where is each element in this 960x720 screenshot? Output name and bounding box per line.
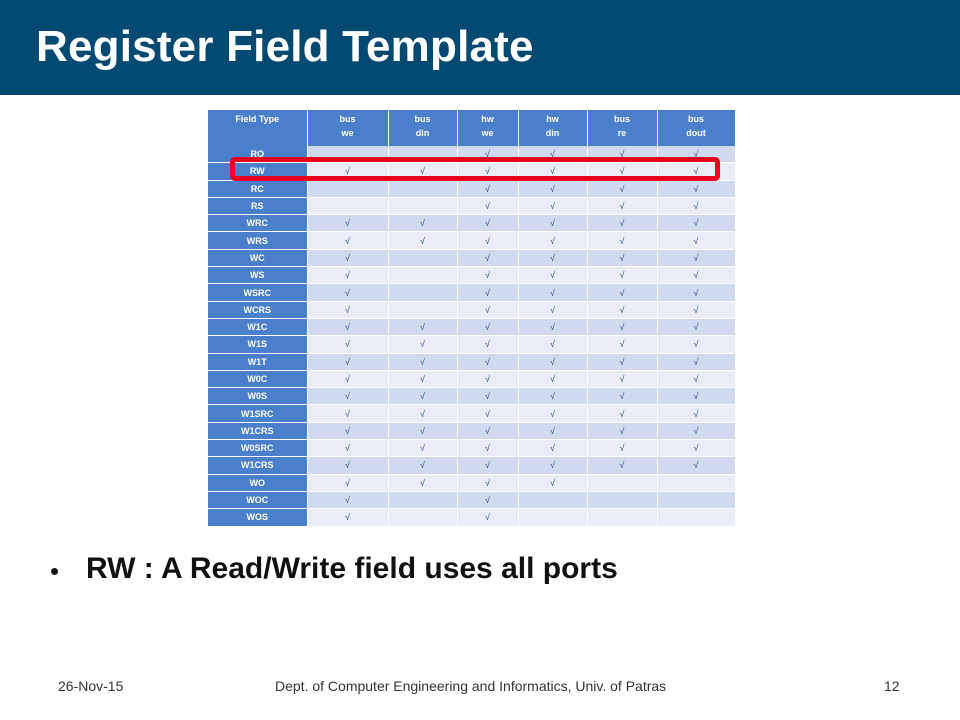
port-check-cell: √ xyxy=(587,146,657,163)
port-check-cell: √ xyxy=(518,267,587,284)
port-check-cell xyxy=(388,267,457,284)
port-check-cell xyxy=(388,509,457,526)
port-check-cell: √ xyxy=(657,301,735,318)
field-type-cell: W1T xyxy=(208,353,307,370)
port-check-cell: √ xyxy=(457,215,518,232)
port-check-cell: √ xyxy=(457,474,518,491)
table-row xyxy=(208,180,735,197)
field-type-cell: RW xyxy=(208,163,307,180)
header-bus-din: bus din xyxy=(388,110,457,146)
port-check-cell: √ xyxy=(307,474,388,491)
port-check-cell: √ xyxy=(518,388,587,405)
port-check-cell: √ xyxy=(307,457,388,474)
footer-page-number: 12 xyxy=(884,678,900,694)
title-bar xyxy=(0,0,960,95)
port-check-cell: √ xyxy=(457,353,518,370)
port-check-cell: √ xyxy=(657,440,735,457)
port-check-cell: √ xyxy=(457,440,518,457)
table-row xyxy=(208,336,735,353)
port-check-cell: √ xyxy=(518,215,587,232)
port-check-cell: √ xyxy=(307,422,388,439)
port-check-cell: √ xyxy=(587,405,657,422)
port-check-cell: √ xyxy=(518,163,587,180)
port-check-cell: √ xyxy=(307,353,388,370)
table-header-row xyxy=(208,110,735,146)
table-row xyxy=(208,267,735,284)
port-check-cell: √ xyxy=(307,370,388,387)
port-check-cell xyxy=(388,249,457,266)
port-check-cell xyxy=(307,197,388,214)
port-check-cell: √ xyxy=(457,301,518,318)
port-check-cell: √ xyxy=(587,284,657,301)
port-check-cell: √ xyxy=(518,353,587,370)
port-check-cell xyxy=(388,284,457,301)
port-check-cell: √ xyxy=(657,388,735,405)
port-check-cell: √ xyxy=(388,457,457,474)
header-bus-we: bus we xyxy=(307,110,388,146)
table-row xyxy=(208,163,735,180)
port-check-cell: √ xyxy=(657,267,735,284)
table-row xyxy=(208,232,735,249)
port-check-cell xyxy=(518,491,587,508)
field-type-cell: W1S xyxy=(208,336,307,353)
table-row xyxy=(208,422,735,439)
field-type-cell: WC xyxy=(208,249,307,266)
port-check-cell: √ xyxy=(518,180,587,197)
footer-center: Dept. of Computer Engineering and Informatics, Univ. of Patras xyxy=(275,678,667,694)
port-check-cell: √ xyxy=(307,284,388,301)
port-check-cell: √ xyxy=(388,388,457,405)
port-check-cell: √ xyxy=(307,388,388,405)
port-check-cell: √ xyxy=(518,457,587,474)
port-check-cell: √ xyxy=(657,163,735,180)
port-check-cell: √ xyxy=(657,180,735,197)
port-check-cell: √ xyxy=(518,405,587,422)
port-check-cell: √ xyxy=(657,353,735,370)
port-check-cell xyxy=(518,509,587,526)
field-type-cell: W0S xyxy=(208,388,307,405)
port-check-cell: √ xyxy=(457,405,518,422)
field-type-cell: WOC xyxy=(208,491,307,508)
header-field-type: Field Type xyxy=(208,110,307,146)
field-type-cell: WOS xyxy=(208,509,307,526)
port-check-cell xyxy=(657,509,735,526)
header-hw-we: hw we xyxy=(457,110,518,146)
port-check-cell: √ xyxy=(518,370,587,387)
port-check-cell: √ xyxy=(457,509,518,526)
port-check-cell: √ xyxy=(587,249,657,266)
table-row xyxy=(208,509,735,526)
port-check-cell: √ xyxy=(587,180,657,197)
port-check-cell: √ xyxy=(388,232,457,249)
port-check-cell xyxy=(587,474,657,491)
port-check-cell: √ xyxy=(457,146,518,163)
table-row xyxy=(208,146,735,163)
port-check-cell: √ xyxy=(457,284,518,301)
port-check-cell: √ xyxy=(657,370,735,387)
slide-title: Register Field Template xyxy=(36,22,534,71)
port-check-cell: √ xyxy=(457,267,518,284)
port-check-cell: √ xyxy=(587,163,657,180)
port-check-cell: √ xyxy=(457,318,518,335)
port-check-cell xyxy=(307,146,388,163)
port-check-cell xyxy=(587,509,657,526)
port-check-cell: √ xyxy=(657,215,735,232)
port-check-cell: √ xyxy=(657,457,735,474)
port-check-cell: √ xyxy=(457,336,518,353)
port-check-cell: √ xyxy=(388,440,457,457)
port-check-cell: √ xyxy=(657,318,735,335)
table-row xyxy=(208,370,735,387)
port-check-cell: √ xyxy=(307,267,388,284)
port-check-cell: √ xyxy=(587,301,657,318)
port-check-cell xyxy=(307,180,388,197)
port-check-cell xyxy=(657,491,735,508)
port-check-cell: √ xyxy=(657,232,735,249)
port-check-cell: √ xyxy=(388,163,457,180)
header-bus-dout: bus dout xyxy=(657,110,735,146)
port-check-cell: √ xyxy=(307,405,388,422)
port-check-cell xyxy=(388,197,457,214)
port-check-cell: √ xyxy=(457,232,518,249)
port-check-cell: √ xyxy=(587,318,657,335)
port-check-cell xyxy=(388,301,457,318)
port-check-cell: √ xyxy=(518,284,587,301)
field-type-cell: W0C xyxy=(208,370,307,387)
table-row xyxy=(208,318,735,335)
table-row xyxy=(208,301,735,318)
field-type-cell: WRS xyxy=(208,232,307,249)
port-check-cell: √ xyxy=(457,180,518,197)
field-type-cell: W1CRS xyxy=(208,457,307,474)
port-check-cell xyxy=(587,491,657,508)
header-bus-re: bus re xyxy=(587,110,657,146)
port-check-cell: √ xyxy=(518,301,587,318)
port-check-cell: √ xyxy=(388,318,457,335)
table-row xyxy=(208,440,735,457)
footer-date: 26-Nov-15 xyxy=(58,678,124,694)
port-check-cell: √ xyxy=(657,197,735,214)
port-check-cell: √ xyxy=(307,509,388,526)
field-type-cell: RC xyxy=(208,180,307,197)
table-row xyxy=(208,474,735,491)
table-row xyxy=(208,388,735,405)
port-check-cell: √ xyxy=(307,163,388,180)
field-type-cell: RS xyxy=(208,197,307,214)
port-check-cell: √ xyxy=(388,353,457,370)
port-check-cell: √ xyxy=(587,388,657,405)
field-type-cell: W1SRC xyxy=(208,405,307,422)
port-check-cell: √ xyxy=(518,422,587,439)
port-check-cell xyxy=(388,146,457,163)
port-check-cell: √ xyxy=(587,457,657,474)
port-check-cell: √ xyxy=(307,336,388,353)
port-check-cell: √ xyxy=(388,215,457,232)
port-check-cell: √ xyxy=(587,197,657,214)
port-check-cell: √ xyxy=(457,388,518,405)
port-check-cell xyxy=(388,180,457,197)
port-check-cell: √ xyxy=(388,370,457,387)
port-check-cell: √ xyxy=(587,232,657,249)
port-check-cell: √ xyxy=(457,491,518,508)
bullet-dot-icon: • xyxy=(50,556,60,586)
port-check-cell: √ xyxy=(657,146,735,163)
port-check-cell: √ xyxy=(518,146,587,163)
field-type-cell: WSRC xyxy=(208,284,307,301)
port-check-cell: √ xyxy=(457,163,518,180)
table-row xyxy=(208,491,735,508)
port-check-cell: √ xyxy=(388,405,457,422)
port-check-cell: √ xyxy=(307,301,388,318)
port-check-cell: √ xyxy=(457,370,518,387)
table-row xyxy=(208,249,735,266)
field-type-cell: RO xyxy=(208,146,307,163)
port-check-cell: √ xyxy=(657,422,735,439)
port-check-cell: √ xyxy=(518,440,587,457)
port-check-cell: √ xyxy=(657,249,735,266)
port-check-cell: √ xyxy=(388,474,457,491)
port-check-cell: √ xyxy=(457,457,518,474)
field-type-cell: WS xyxy=(208,267,307,284)
port-check-cell: √ xyxy=(518,474,587,491)
port-check-cell: √ xyxy=(307,215,388,232)
register-field-table xyxy=(208,110,736,527)
port-check-cell xyxy=(388,491,457,508)
port-check-cell: √ xyxy=(457,197,518,214)
port-check-cell: √ xyxy=(388,422,457,439)
port-check-cell: √ xyxy=(657,405,735,422)
port-check-cell: √ xyxy=(587,336,657,353)
port-check-cell: √ xyxy=(657,336,735,353)
port-check-cell xyxy=(657,474,735,491)
port-check-cell: √ xyxy=(587,215,657,232)
port-check-cell: √ xyxy=(518,318,587,335)
port-check-cell: √ xyxy=(307,232,388,249)
field-type-cell: W0SRC xyxy=(208,440,307,457)
port-check-cell: √ xyxy=(518,232,587,249)
field-type-cell: W1CRS xyxy=(208,422,307,439)
port-check-cell: √ xyxy=(307,249,388,266)
field-type-cell: WRC xyxy=(208,215,307,232)
bullet-text: RW : A Read/Write field uses all ports xyxy=(86,552,618,585)
port-check-cell: √ xyxy=(518,197,587,214)
table-row xyxy=(208,405,735,422)
table-row xyxy=(208,197,735,214)
port-check-cell: √ xyxy=(587,440,657,457)
port-check-cell: √ xyxy=(307,491,388,508)
table-row xyxy=(208,215,735,232)
port-check-cell: √ xyxy=(457,422,518,439)
port-check-cell: √ xyxy=(307,318,388,335)
field-type-cell: W1C xyxy=(208,318,307,335)
table-row xyxy=(208,353,735,370)
table-row xyxy=(208,457,735,474)
header-hw-din: hw din xyxy=(518,110,587,146)
port-check-cell: √ xyxy=(518,249,587,266)
port-check-cell: √ xyxy=(587,267,657,284)
field-type-cell: WO xyxy=(208,474,307,491)
port-check-cell: √ xyxy=(657,284,735,301)
table-row xyxy=(208,284,735,301)
port-check-cell: √ xyxy=(587,370,657,387)
field-type-cell: WCRS xyxy=(208,301,307,318)
port-check-cell: √ xyxy=(587,353,657,370)
port-check-cell: √ xyxy=(388,336,457,353)
port-check-cell: √ xyxy=(518,336,587,353)
port-check-cell: √ xyxy=(457,249,518,266)
port-check-cell: √ xyxy=(587,422,657,439)
port-check-cell: √ xyxy=(307,440,388,457)
